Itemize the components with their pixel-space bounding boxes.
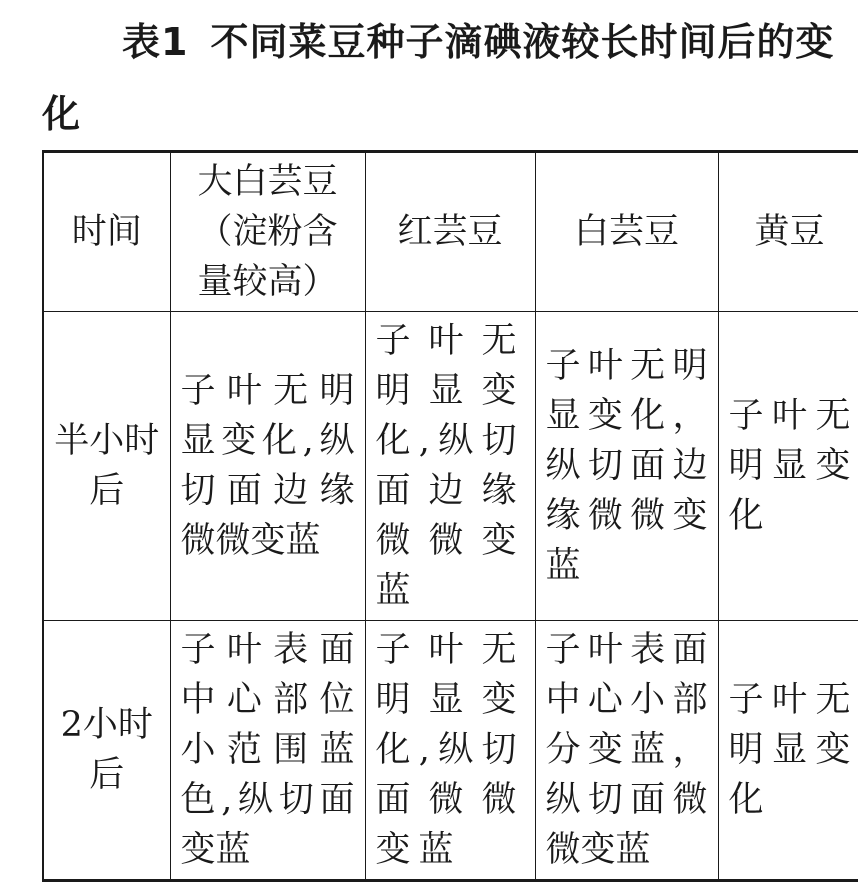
table-title: 不同菜豆种子滴碘液较长时间后的变化 <box>42 20 835 136</box>
table-row <box>43 312 858 621</box>
header-time: 时间 <box>43 152 170 312</box>
table-number: 表1 <box>122 20 189 64</box>
header-soybean: 黄豆 <box>718 152 858 312</box>
table-cell: 子叶表面中心小部分变蓝，纵切面微微变蓝 <box>535 621 718 881</box>
table-cell: 子叶无明显变化，纵切面边缘微微变蓝 <box>535 312 718 621</box>
results-table <box>42 150 858 882</box>
table-cell: 子叶无明显变化 <box>718 312 858 621</box>
row-time-label: 半小时后 <box>43 312 170 621</box>
table-header-row <box>43 152 858 312</box>
table-cell: 子叶无明显变化,纵切面边缘微微变蓝 <box>170 312 365 621</box>
table-caption <box>42 6 852 150</box>
table-cell: 子叶无明显变化 <box>718 621 858 881</box>
header-red-kidney-bean: 红芸豆 <box>365 152 535 312</box>
row-time-label: 2小时后 <box>43 621 170 881</box>
header-large-white-kidney-bean: 大白芸豆（淀粉含量较高） <box>170 152 365 312</box>
header-white-kidney-bean: 白芸豆 <box>535 152 718 312</box>
table-cell: 子叶表面中心部位小范围蓝色,纵切面变蓝 <box>170 621 365 881</box>
table-row <box>43 621 858 881</box>
table-cell: 子叶无明显变化,纵切面微微变蓝 <box>365 621 535 881</box>
table-cell: 子叶无明显变化,纵切面边缘微微变蓝 <box>365 312 535 621</box>
